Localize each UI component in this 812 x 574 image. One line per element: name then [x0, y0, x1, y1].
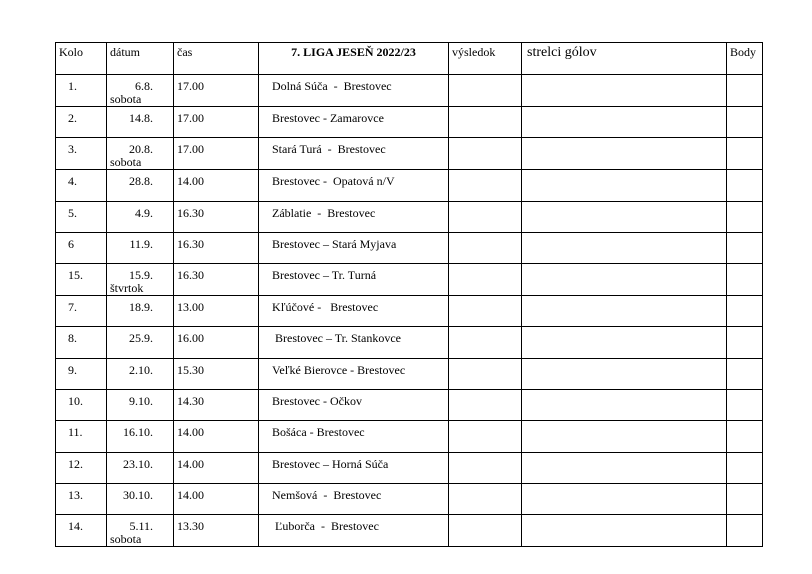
table-row — [56, 170, 763, 201]
date-value: 18.9. — [129, 300, 153, 315]
points-cell[interactable] — [727, 170, 763, 201]
table-row — [56, 296, 763, 327]
date-cell — [107, 138, 174, 170]
points-cell[interactable] — [727, 327, 763, 358]
date-value: 2.10. — [129, 362, 153, 377]
table-row — [56, 138, 763, 170]
result-cell[interactable] — [449, 515, 522, 547]
match-cell: Brestovec – Tr. Stankovce — [259, 327, 449, 358]
scorers-cell[interactable] — [522, 327, 727, 358]
date-cell — [107, 515, 174, 547]
match-cell: Nemšová - Brestovec — [259, 483, 449, 514]
scorers-cell[interactable] — [522, 421, 727, 452]
points-cell[interactable] — [727, 483, 763, 514]
match-cell: Záblatie - Brestovec — [259, 201, 449, 232]
date-cell — [107, 390, 174, 421]
weekday-value: sobota — [110, 155, 142, 170]
round-cell: 15. — [56, 264, 107, 296]
round-cell: 9. — [56, 358, 107, 389]
scorers-cell[interactable] — [522, 201, 727, 232]
scorers-cell[interactable] — [522, 483, 727, 514]
time-cell: 13.00 — [174, 296, 259, 327]
match-cell: Brestovec – Horná Súča — [259, 452, 449, 483]
date-cell — [107, 107, 174, 138]
table-row — [56, 327, 763, 358]
date-cell — [107, 201, 174, 232]
scorers-cell[interactable] — [522, 75, 727, 107]
header-date: dátum — [107, 43, 174, 75]
weekday-value: sobota — [110, 92, 142, 106]
scorers-cell[interactable] — [522, 358, 727, 389]
time-cell: 15.30 — [174, 358, 259, 389]
header-league-title: 7. LIGA JESEŇ 2022/23 — [259, 43, 449, 75]
result-cell[interactable] — [449, 138, 522, 170]
time-cell: 16.30 — [174, 232, 259, 263]
scorers-cell[interactable] — [522, 264, 727, 296]
round-cell: 14. — [56, 515, 107, 547]
table-row — [56, 390, 763, 421]
round-cell: 7. — [56, 296, 107, 327]
date-cell — [107, 264, 174, 296]
date-cell — [107, 358, 174, 389]
result-cell[interactable] — [449, 358, 522, 389]
date-value: 16.10. — [123, 425, 153, 440]
table-row — [56, 75, 763, 107]
table-row — [56, 483, 763, 514]
time-cell: 14.00 — [174, 421, 259, 452]
result-cell[interactable] — [449, 421, 522, 452]
table-row — [56, 452, 763, 483]
date-value: 25.9. — [129, 331, 153, 346]
header-row — [56, 43, 763, 75]
points-cell[interactable] — [727, 421, 763, 452]
round-cell: 5. — [56, 201, 107, 232]
date-cell — [107, 232, 174, 263]
round-cell: 3. — [56, 138, 107, 170]
time-cell: 13.30 — [174, 515, 259, 547]
date-value: 14.8. — [129, 111, 153, 125]
result-cell[interactable] — [449, 452, 522, 483]
date-value: 6.8. — [135, 79, 153, 93]
round-cell: 6 — [56, 232, 107, 263]
time-cell: 14.00 — [174, 452, 259, 483]
result-cell[interactable] — [449, 201, 522, 232]
result-cell[interactable] — [449, 75, 522, 107]
scorers-cell[interactable] — [522, 107, 727, 138]
round-cell: 2. — [56, 107, 107, 138]
round-cell: 4. — [56, 170, 107, 201]
date-value: 5.11. — [129, 519, 153, 534]
date-cell — [107, 296, 174, 327]
date-cell — [107, 75, 174, 107]
points-cell[interactable] — [727, 138, 763, 170]
table-row — [56, 201, 763, 232]
match-cell: Dolná Súča - Brestovec — [259, 75, 449, 107]
scorers-cell[interactable] — [522, 232, 727, 263]
points-cell[interactable] — [727, 358, 763, 389]
fixture-rows — [56, 75, 763, 547]
points-cell[interactable] — [727, 452, 763, 483]
table-row — [56, 421, 763, 452]
table-row — [56, 232, 763, 263]
date-cell — [107, 483, 174, 514]
points-cell[interactable] — [727, 264, 763, 296]
weekday-value: sobota — [110, 532, 142, 547]
scorers-cell[interactable] — [522, 390, 727, 421]
match-cell: Veľké Bierovce - Brestovec — [259, 358, 449, 389]
date-value: 20.8. — [129, 142, 153, 157]
match-cell: Brestovec - Opatová n/V — [259, 170, 449, 201]
points-cell[interactable] — [727, 75, 763, 107]
time-cell: 14.30 — [174, 390, 259, 421]
date-value: 23.10. — [123, 456, 153, 471]
result-cell[interactable] — [449, 232, 522, 263]
date-cell — [107, 327, 174, 358]
scorers-cell[interactable] — [522, 296, 727, 327]
header-scorers: strelci gólov — [522, 43, 727, 75]
date-value: 4.9. — [135, 205, 153, 220]
date-value: 30.10. — [123, 487, 153, 502]
time-cell: 14.00 — [174, 170, 259, 201]
points-cell[interactable] — [727, 201, 763, 232]
result-cell[interactable] — [449, 327, 522, 358]
round-cell: 1. — [56, 75, 107, 107]
points-cell[interactable] — [727, 107, 763, 138]
header-points: Body — [727, 43, 763, 75]
match-cell: Brestovec - Očkov — [259, 390, 449, 421]
scorers-cell[interactable] — [522, 452, 727, 483]
time-cell: 17.00 — [174, 138, 259, 170]
table-row — [56, 358, 763, 389]
time-cell: 17.00 — [174, 75, 259, 107]
round-cell: 13. — [56, 483, 107, 514]
match-cell: Ľuborča - Brestovec — [259, 515, 449, 547]
time-cell: 16.30 — [174, 201, 259, 232]
time-cell: 16.30 — [174, 264, 259, 296]
result-cell[interactable] — [449, 264, 522, 296]
result-cell[interactable] — [449, 296, 522, 327]
table-row — [56, 107, 763, 138]
date-cell — [107, 452, 174, 483]
match-cell: Bošáca - Brestovec — [259, 421, 449, 452]
weekday-value: štvrtok — [110, 281, 144, 296]
match-cell: Brestovec – Tr. Turná — [259, 264, 449, 296]
header-result: výsledok — [449, 43, 522, 75]
match-cell: Stará Turá - Brestovec — [259, 138, 449, 170]
table-row — [56, 515, 763, 547]
date-value: 15.9. — [129, 268, 153, 283]
result-cell[interactable] — [449, 390, 522, 421]
header-time: čas — [174, 43, 259, 75]
points-cell[interactable] — [727, 296, 763, 327]
round-cell: 11. — [56, 421, 107, 452]
points-cell[interactable] — [727, 515, 763, 547]
date-value: 9.10. — [129, 394, 153, 409]
fixture-table — [55, 42, 763, 547]
date-value: 28.8. — [129, 174, 153, 189]
date-value: 11.9. — [129, 236, 153, 251]
scorers-cell[interactable] — [522, 170, 727, 201]
date-cell — [107, 170, 174, 201]
scorers-cell[interactable] — [522, 138, 727, 170]
date-cell — [107, 421, 174, 452]
round-cell: 10. — [56, 390, 107, 421]
header-round: Kolo — [56, 43, 107, 75]
scorers-cell[interactable] — [522, 515, 727, 547]
points-cell[interactable] — [727, 232, 763, 263]
round-cell: 12. — [56, 452, 107, 483]
points-cell[interactable] — [727, 390, 763, 421]
time-cell: 17.00 — [174, 107, 259, 138]
result-cell[interactable] — [449, 483, 522, 514]
result-cell[interactable] — [449, 170, 522, 201]
match-cell: Brestovec - Zamarovce — [259, 107, 449, 138]
result-cell[interactable] — [449, 107, 522, 138]
round-cell: 8. — [56, 327, 107, 358]
match-cell: Brestovec – Stará Myjava — [259, 232, 449, 263]
table-row — [56, 264, 763, 296]
match-cell: Kľúčové - Brestovec — [259, 296, 449, 327]
time-cell: 14.00 — [174, 483, 259, 514]
time-cell: 16.00 — [174, 327, 259, 358]
